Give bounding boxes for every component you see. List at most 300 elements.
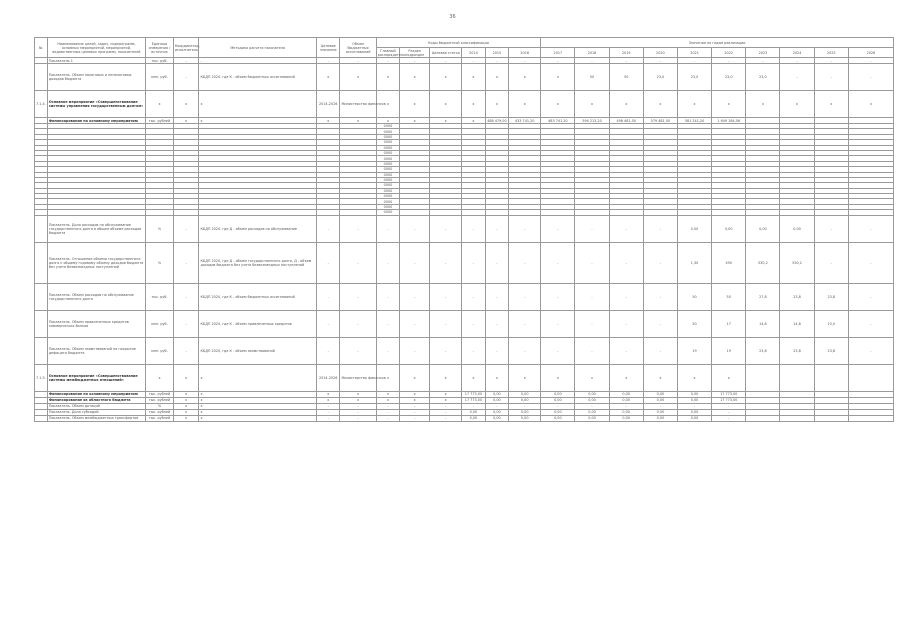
value-cell: - [848, 310, 893, 337]
value-cell: - [316, 215, 339, 242]
value-cell: х [430, 118, 462, 124]
value-cell: х [746, 91, 780, 118]
value-cell: х [376, 364, 399, 391]
value-cell: - [712, 58, 746, 64]
col-executor: Координатор, исполнитель [173, 38, 199, 58]
value-cell: х [643, 364, 677, 391]
row-unit: тыс. рублей [146, 397, 174, 403]
value-cell: - [400, 403, 430, 409]
table-row [35, 337, 894, 364]
value-cell: - [780, 58, 814, 64]
value-cell: 0,00 [609, 391, 643, 397]
value-cell: 0000 [376, 177, 399, 182]
col-budget-group: Коды бюджетной классификации [376, 38, 541, 48]
budget-program-table [34, 37, 894, 422]
value-cell: х [485, 64, 508, 91]
value-cell: - [340, 403, 376, 409]
col-name: Наименование целей, задач, подпрограмм, основных мероприятий, мероприятий, ведомственных целевых программ, показателей [47, 38, 145, 58]
value-cell: 0,00 [677, 415, 711, 421]
value-cell: - [712, 409, 746, 415]
value-cell: х [712, 364, 746, 391]
row-executor: х [173, 403, 199, 409]
col-year: 2014 [462, 48, 485, 58]
value-cell: - [462, 403, 485, 409]
value-cell: 23,8 [780, 337, 814, 364]
value-cell: - [485, 310, 508, 337]
value-cell: - [541, 403, 575, 409]
value-cell: 0,00 [575, 409, 609, 415]
value-cell: - [340, 242, 376, 283]
row-number [35, 64, 48, 91]
row-method: КБДП 2020, где К - объем заимствований [199, 337, 316, 364]
value-cell: 0,00 [541, 397, 575, 403]
row-unit: тыс. руб. [146, 283, 174, 310]
col-year: 2018 [575, 48, 609, 58]
value-cell: - [376, 215, 399, 242]
row-executor: - [173, 310, 199, 337]
value-cell: 530,2 [746, 242, 780, 283]
value-cell: 530,2 [780, 242, 814, 283]
row-name: Показатель. Объем расходов на обслуживание государственного долга [47, 283, 145, 310]
value-cell: - [609, 215, 643, 242]
value-cell: 0000 [376, 188, 399, 193]
row-executor: х [173, 415, 199, 421]
value-cell: 50 [575, 64, 609, 91]
value-cell: 10,0 [814, 310, 848, 337]
value-cell: 23,8 [814, 337, 848, 364]
value-cell: х [316, 118, 339, 124]
value-cell: - [541, 283, 575, 310]
value-cell: - [462, 58, 485, 64]
value-cell: - [316, 283, 339, 310]
value-cell: - [340, 415, 376, 421]
value-cell: 581 241,20 [677, 118, 711, 124]
row-unit: х [146, 91, 174, 118]
value-cell: 594 213,20 [575, 118, 609, 124]
value-cell: - [575, 403, 609, 409]
value-cell: - [462, 310, 485, 337]
value-cell: х [609, 364, 643, 391]
value-cell: 23,0 [643, 64, 677, 91]
value-cell: - [814, 58, 848, 64]
col-plan: Объем бюджетных ассигнований [340, 38, 376, 58]
value-cell: - [400, 415, 430, 421]
value-cell: - [541, 215, 575, 242]
row-executor: - [173, 283, 199, 310]
value-cell: 0000 [376, 145, 399, 150]
row-executor: - [173, 58, 199, 64]
value-cell: - [643, 242, 677, 283]
value-cell: х [677, 91, 711, 118]
table-row [35, 242, 894, 283]
value-cell: - [509, 242, 541, 283]
value-cell [848, 415, 893, 421]
value-cell: - [643, 58, 677, 64]
row-unit: тыс. рублей [146, 118, 174, 124]
value-cell [746, 364, 780, 391]
value-cell: 0,00 [509, 409, 541, 415]
value-cell: - [575, 337, 609, 364]
value-cell: - [430, 409, 462, 415]
value-cell: - [575, 58, 609, 64]
value-cell: х [712, 91, 746, 118]
value-cell: - [400, 409, 430, 415]
value-cell: 0000 [376, 210, 399, 215]
value-cell: 50 [677, 310, 711, 337]
value-cell: х [509, 91, 541, 118]
value-cell: - [575, 242, 609, 283]
col-year: 2026 [848, 48, 893, 58]
row-name: Показатель. Отношение объема государственного долга к общему годовому объему доходов бюджета без учета безвозмездных поступлений [47, 242, 145, 283]
value-cell: 50 [609, 64, 643, 91]
col-csr: Целевая статья [430, 48, 462, 58]
value-cell: 23,0 [677, 64, 711, 91]
row-method: х [199, 397, 316, 403]
value-cell: х [376, 91, 399, 118]
value-cell: - [848, 337, 893, 364]
value-cell: х [376, 64, 399, 91]
value-cell: 0000 [376, 156, 399, 161]
table-row [35, 215, 894, 242]
value-cell: 0,00 [609, 409, 643, 415]
value-cell: - [677, 403, 711, 409]
row-name: Финансирование по основному мероприятию [47, 391, 145, 397]
value-cell: х [316, 391, 339, 397]
value-cell: х [400, 364, 430, 391]
value-cell: 17 773,00 [712, 397, 746, 403]
value-cell: 0,00 [575, 397, 609, 403]
row-unit: млн. руб. [146, 310, 174, 337]
col-no: № [35, 38, 48, 58]
value-cell: - [376, 242, 399, 283]
value-cell: 0000 [376, 199, 399, 204]
row-executor: - [173, 215, 199, 242]
row-method: х [199, 409, 316, 415]
value-cell: - [400, 283, 430, 310]
value-cell: - [609, 283, 643, 310]
value-cell: х [848, 91, 893, 118]
value-cell: - [780, 64, 814, 91]
value-cell: 19 [677, 337, 711, 364]
value-cell: х [400, 397, 430, 403]
row-number [35, 242, 48, 283]
value-cell: х [462, 364, 485, 391]
value-cell: - [485, 283, 508, 310]
col-year: 2024 [780, 48, 814, 58]
value-cell: - [609, 242, 643, 283]
value-cell: 0,00 [712, 215, 746, 242]
row-unit: тыс. рублей [146, 409, 174, 415]
value-cell: 0,00 [541, 409, 575, 415]
value-cell: - [430, 310, 462, 337]
row-executor: х [173, 118, 199, 124]
value-cell: - [400, 58, 430, 64]
value-cell: - [485, 58, 508, 64]
value-cell: х [462, 64, 485, 91]
page-number: 36 [449, 14, 456, 20]
value-cell: - [340, 337, 376, 364]
row-name: Показатель. Объем заимствований на покрытие дефицита бюджета [47, 337, 145, 364]
value-cell: - [485, 403, 508, 409]
value-cell: 17 [712, 310, 746, 337]
row-executor: х [173, 91, 199, 118]
value-cell: х [376, 397, 399, 403]
value-cell: 14,8 [780, 310, 814, 337]
value-cell: х [541, 91, 575, 118]
value-cell: 19 [712, 337, 746, 364]
value-cell: - [609, 310, 643, 337]
row-unit: % [146, 215, 174, 242]
value-cell: х [340, 64, 376, 91]
row-name: Показатель 1 [47, 58, 145, 64]
value-cell: х [643, 91, 677, 118]
row-unit: тыс. рублей [146, 415, 174, 421]
value-cell: - [400, 310, 430, 337]
row-method: х [199, 118, 316, 124]
row-method: х [199, 403, 316, 409]
row-unit: тыс. руб. [146, 58, 174, 64]
value-cell: 0,00 [541, 415, 575, 421]
col-year: 2023 [746, 48, 780, 58]
value-cell: х [430, 64, 462, 91]
value-cell: - [541, 58, 575, 64]
value-cell: - [677, 58, 711, 64]
value-cell: 433 741,20 [509, 118, 541, 124]
value-cell: 0,00 [609, 415, 643, 421]
value-cell: х [814, 91, 848, 118]
value-cell: - [814, 215, 848, 242]
value-cell: х [462, 118, 485, 124]
col-year: 2021 [677, 48, 711, 58]
value-cell: 23,0 [712, 64, 746, 91]
value-cell [848, 364, 893, 391]
value-cell: - [712, 415, 746, 421]
value-cell: 2014-2026 [316, 91, 339, 118]
value-cell: х [462, 91, 485, 118]
row-method: х [199, 364, 316, 391]
value-cell: - [316, 415, 339, 421]
value-cell: - [575, 310, 609, 337]
value-cell: - [609, 58, 643, 64]
value-cell: - [400, 215, 430, 242]
value-cell: х [340, 118, 376, 124]
value-cell: х [575, 364, 609, 391]
col-year: 2017 [541, 48, 575, 58]
row-method: х [199, 415, 316, 421]
value-cell: 23,0 [746, 64, 780, 91]
value-cell: х [509, 364, 541, 391]
value-cell: - [541, 337, 575, 364]
value-cell: 0000 [376, 194, 399, 199]
main-table [34, 37, 894, 422]
value-cell: - [509, 283, 541, 310]
value-cell: х [376, 118, 399, 124]
value-cell: - [400, 337, 430, 364]
row-executor: х [173, 397, 199, 403]
value-cell: - [430, 215, 462, 242]
row-name: Финансирование из областного бюджета [47, 397, 145, 403]
col-year: 2015 [485, 48, 508, 58]
value-cell: 0,00 [462, 415, 485, 421]
value-cell: - [430, 403, 462, 409]
value-cell: - [376, 409, 399, 415]
row-method: х [199, 391, 316, 397]
value-cell: 0000 [376, 150, 399, 155]
value-cell: х [430, 91, 462, 118]
value-cell: - [746, 58, 780, 64]
value-cell [780, 415, 814, 421]
value-cell: 0,00 [509, 415, 541, 421]
value-cell: - [485, 215, 508, 242]
value-cell: - [509, 58, 541, 64]
value-cell: Министерство финансов [340, 364, 376, 391]
value-cell: 0,00 [509, 397, 541, 403]
value-cell: х [541, 64, 575, 91]
row-method: КБДП 2020, где Д - объем государственного долга, Д - объем доходов бюджета без учета безвозмездных поступлений [199, 242, 316, 283]
value-cell: 488 479,00 [485, 118, 508, 124]
row-unit: млн. руб. [146, 64, 174, 91]
value-cell: х [430, 364, 462, 391]
value-cell: 0,00 [746, 215, 780, 242]
value-cell: 0,00 [643, 391, 677, 397]
row-name: Показатель. Объем привлеченных кредитов коммерческих банков [47, 310, 145, 337]
value-cell: - [509, 215, 541, 242]
row-number [35, 215, 48, 242]
col-year: 2016 [509, 48, 541, 58]
value-cell: 1 649 184,56 [712, 118, 746, 124]
row-name: Финансирование по основному мероприятию [47, 118, 145, 124]
value-cell: х [780, 91, 814, 118]
value-cell: - [340, 310, 376, 337]
col-gp: Главный распорядитель [377, 48, 406, 57]
value-cell: 490 [712, 242, 746, 283]
value-cell: - [430, 58, 462, 64]
value-cell: х [677, 364, 711, 391]
col-year: 2020 [643, 48, 677, 58]
value-cell: - [609, 337, 643, 364]
value-cell: - [316, 242, 339, 283]
value-cell: - [462, 242, 485, 283]
value-cell: 0,00 [485, 397, 508, 403]
value-cell: - [376, 310, 399, 337]
value-cell: - [430, 242, 462, 283]
value-cell: х [485, 91, 508, 118]
value-cell: х [485, 364, 508, 391]
value-cell: - [400, 242, 430, 283]
value-cell: 1,30 [677, 242, 711, 283]
value-cell: 0000 [376, 172, 399, 177]
value-cell: - [340, 215, 376, 242]
col-indicator: Целевое значение [316, 38, 339, 58]
value-cell: - [575, 283, 609, 310]
table-row [35, 283, 894, 310]
value-cell: 0,00 [462, 409, 485, 415]
row-number [35, 415, 48, 421]
table-row [35, 310, 894, 337]
value-cell: 579 481,50 [643, 118, 677, 124]
col-years-group: Значения по годам реализации [541, 38, 894, 48]
value-cell: 0,00 [509, 391, 541, 397]
value-cell: - [485, 242, 508, 283]
value-cell: 0,00 [485, 391, 508, 397]
value-cell: - [430, 337, 462, 364]
row-executor: х [173, 391, 199, 397]
row-name: Показатель. Объем дотаций [47, 403, 145, 409]
value-cell: - [376, 283, 399, 310]
value-cell: 0,00 [485, 409, 508, 415]
value-cell: 0000 [376, 167, 399, 172]
row-unit: млн. руб. [146, 337, 174, 364]
value-cell: - [609, 403, 643, 409]
value-cell: 0,00 [643, 409, 677, 415]
value-cell: - [509, 310, 541, 337]
value-cell: - [462, 337, 485, 364]
value-cell: х [430, 391, 462, 397]
value-cell: - [376, 415, 399, 421]
row-method: КБДП 2020, где К - объем бюджетных ассигнований [199, 283, 316, 310]
value-cell: х [430, 397, 462, 403]
value-cell [814, 415, 848, 421]
value-cell: 23,8 [780, 283, 814, 310]
value-cell: - [316, 403, 339, 409]
row-name: Показатель. Доля расходов на обслуживание государственного долга в общем объеме расходов бюджета [47, 215, 145, 242]
value-cell: х [400, 91, 430, 118]
row-number [35, 283, 48, 310]
value-cell: х [316, 64, 339, 91]
row-unit: х [146, 364, 174, 391]
value-cell: - [340, 409, 376, 415]
row-number: 7.1.5. [35, 364, 48, 391]
table-row [35, 415, 894, 421]
row-method: КБДП 2020, где К - объем привлеченных кредитов [199, 310, 316, 337]
value-cell: 0,00 [677, 215, 711, 242]
value-cell: - [316, 58, 339, 64]
col-year: 2022 [712, 48, 746, 58]
value-cell: х [400, 118, 430, 124]
value-cell: - [316, 409, 339, 415]
value-cell: - [848, 64, 893, 91]
value-cell: 27,8 [746, 283, 780, 310]
value-cell: 0000 [376, 161, 399, 166]
value-cell: х [316, 397, 339, 403]
row-name: Показатель. Доля субсидий [47, 409, 145, 415]
value-cell: - [509, 403, 541, 409]
table-row [35, 364, 894, 391]
value-cell: х [509, 64, 541, 91]
row-executor: х [173, 409, 199, 415]
row-executor: - [173, 64, 199, 91]
value-cell: х [541, 364, 575, 391]
value-cell: 0,00 [575, 415, 609, 421]
row-name: Показатель. Объем межбюджетных трансфертов [47, 415, 145, 421]
value-cell: 50 [677, 283, 711, 310]
col-year: 2019 [609, 48, 643, 58]
col-section: Раздел подраздел [400, 48, 430, 58]
value-cell: - [848, 215, 893, 242]
value-cell: - [848, 58, 893, 64]
col-year: 2025 [814, 48, 848, 58]
value-cell: х [376, 391, 399, 397]
value-cell: - [462, 283, 485, 310]
row-method: х [199, 91, 316, 118]
value-cell: 2014-2026 [316, 364, 339, 391]
value-cell: х [400, 64, 430, 91]
value-cell: - [643, 310, 677, 337]
value-cell: 0,00 [677, 409, 711, 415]
value-cell: - [509, 337, 541, 364]
value-cell: 50 [712, 283, 746, 310]
value-cell: 0000 [376, 183, 399, 188]
